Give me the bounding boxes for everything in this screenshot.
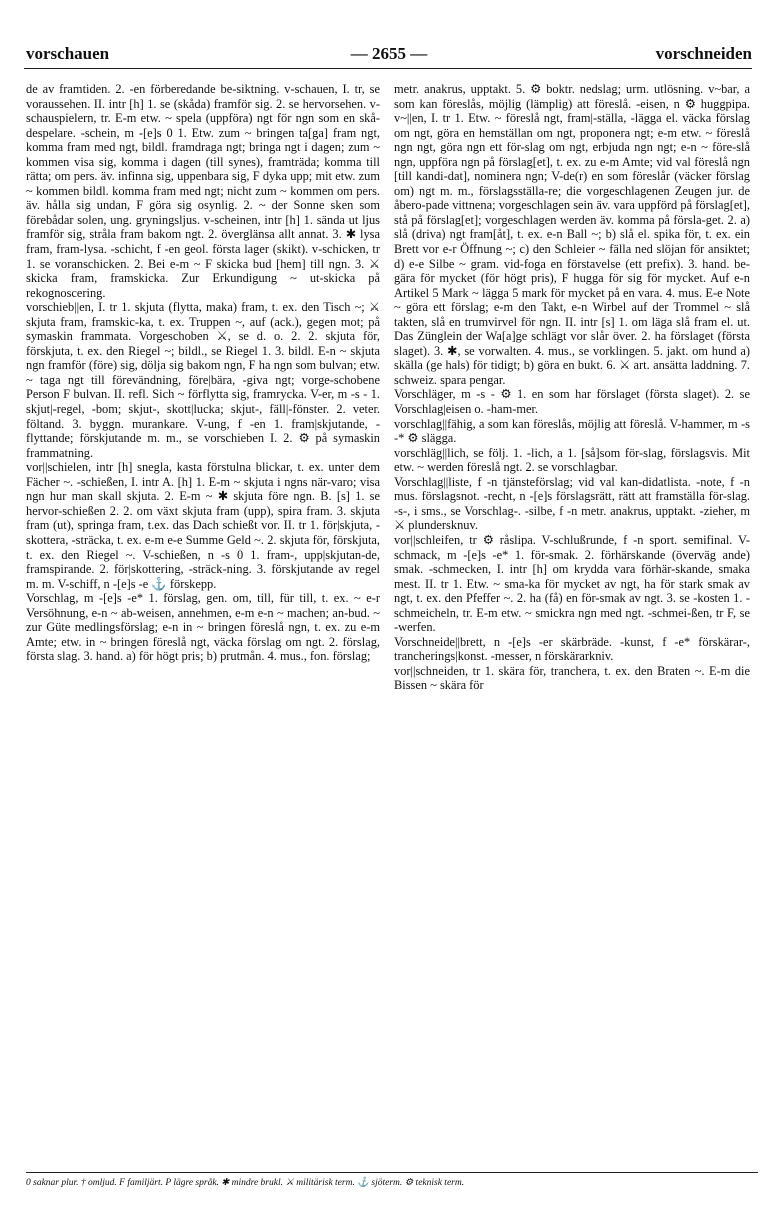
entry-paragraph: Vorschneide||brett, n -[e]s -er skärbräde. -kunst, f -e* förskärar-, trancherings|konst. -messer, n förskärarkniv. (394, 634, 750, 664)
header-page-number: — 2655 — (350, 44, 428, 63)
page-header (26, 44, 752, 70)
entry-paragraph: Vorschlag||liste, f -n tjänsteförslag; vid val kan-didatlista. -note, f -n mus. förslagsnot. -recht, n -[e]s förslagsrätt, rätt att framställa för-slag. -s-, i sms., se Vorschlag-. -silbe, f -n metr. anakrus, upptakt. -zieher, m ⚔ plundersknuv. (394, 474, 750, 533)
right-column (394, 82, 750, 693)
header-right-guideword: vorschneiden (655, 44, 752, 63)
entry-paragraph: vor||schneiden, tr 1. skära för, tranchera, t. ex. den Braten ~. E-m die Bissen ~ skära för (394, 663, 750, 693)
header-rule (24, 68, 752, 69)
entry-paragraph: vorschläg||lich, se följ. 1. -lich, a 1. [så]som för-slag, förslagsvis. Mit etw. ~ werden föreslå ngt. 2. se vorschlagbar. (394, 445, 750, 475)
entry-paragraph: vor||schielen, intr [h] snegla, kasta förstulna blickar, t. ex. unter dem Fächer ~. -schießen, I. intr A. [h] 1. E-m ~ skjuta i ngns när-varo; visa ngn hur man skall skjuta. 2. E-m ~ ✱ skjuta före ngn. B. [s] 1. se hervor-schießen 2. 2. om växt skjuta fram (upp), spira fram. 3. skjuta fram (ut), springa fram, t.ex. das Dach schießt vor. II. tr 1. för|skjuta, -skottera, -sträcka, t. ex. e-m e-e Summe Geld ~. 2. skjuta för, förskjuta, t. ex. den Riegel ~. V-schießen, n -s 0 1. fram-, upp|skjutan-de, framspirande. 2. för|skottering, -sträck-ning. 3. förskjutande av regel m. m. V-schiff, n -[e]s -e ⚓ förskepp. (26, 460, 380, 591)
entry-paragraph: Vorschläger, m -s - ⚙ 1. en som har förslaget (första slaget). 2. se Vorschlag|eisen o. -ham-mer. (394, 387, 750, 417)
header-left-guideword: vorschauen (26, 44, 110, 63)
abbreviation-legend: 0 saknar plur. † omljud. F familjärt. P lägre språk. ✱ mindre brukl. ⚔ militärisk term. ⚓ sjöterm. ⚙ teknisk term. (26, 1172, 758, 1188)
left-column (26, 82, 380, 664)
entry-paragraph: de av framtiden. 2. -en förberedande be-siktning. v-schauen, I. tr, se voraussehen. II. intr [h] 1. se (skåda) framför sig. 2. se hervorsehen. v-schauspielern, tr. E-m etw. ~ spela (uppföra) ngt för ngn som en skå-despelare. -schein, m -[e]s 0 1. Etw. zum ~ bringen ta[ga] fram ngt, komma fram med ngt, bildl. framdraga ngt; bringa ngt i dagen; zum ~ kommen visa sig, komma i dagen (till synes), framträda; komma till rätta; om pers. äv. infinna sig, uppenbara sig, F dyka upp; mit etw. zum ~ kommen bildl. komma fram med ngt; nicht zum ~ kommen om pers. äv. hålla sig undan, F göra sig osynlig. 2. ~ der Sonne sken som förebådar solen, ung. gryningsljus. v-scheinen, intr [h] 1. sända ut ljus framför sig, stråla fram bakom ngt. 2. överglänsa allt annat. 3. ✱ lysa fram, fram-lysa. -schicht, f -en geol. första lager (skikt). v-schicken, tr 1. se voranschicken. 2. Bei e-m ~ F skicka bud [hem] till ngn. 3. ⚔ skicka fram, framskicka. Zur Erkundigung ~ ut-skicka på rekognoscering. (26, 82, 380, 300)
entry-paragraph: metr. anakrus, upptakt. 5. ⚙ boktr. nedslag; urm. utlösning. v~bar, a som kan föreslås, möjlig (lämplig) att föreslå. -eisen, n ⚙ huggpipa. v~||en, I. tr 1. Etw. ~ föreslå ngt, fram|-ställa, -lägga el. väcka förslag om ngt, göra en hemställan om ngt, proponera ngt; e-m etw. ~ föreslå ngn ngt, göra ngn ett för-slag om ngt, erbjuda ngn ngt; e-n ~ före-slå ngn, uppföra ngn på förslag[et], t. ex. zu e-m Amte; vid val föreslå ngn [till kandi-dat], nominera ngn; V-de(r) en som föreslår (väcker förslag om) ngt m. m., förslagsställa-re; die vorgeschlagenen Zeugen jur. de åbero-pade vittnena; vorgeschlagen sein äv. vara uppförd på förslag[et], stå på förslag[et]; vorgeschlagen werden äv. komma på försla-get. 2. a) slå (driva) ngt fram[åt], t. ex. e-n Ball ~; b) slå el. spika för, t. ex. ein Brett vor e-r Öffnung ~; c) den Schleier ~ fälla ned slöjan för ansiktet; d) e-e Silbe ~ gram. vid-foga en förstavelse (ett prefix). 3. hand. be-gära för mycket (för högt pris), F hugga för sig för mycket. Auf e-n Artikel 5 Mark ~ lägga 5 mark för mycket på en vara. 4. mus. E-e Note ~ göra ett förslag; e-m den Takt, e-n Wirbel auf der Trommel ~ slå takten, slå en trumvirvel för ngn. II. intr [s] 1. om läga slå fram el. ut. Das Zünglein der Wa[a]ge schlägt vor slår över. 2. ha förslaget (första slaget). 3. ✱, se vorwalten. 4. mus., se vorklingen. 5. jakt. om hund a) skälla (ge hals) för tidigt; b) göra en bukt. 6. ⚔ art. ansätta laddning. 7. schweiz. spara pengar. (394, 82, 750, 387)
entry-paragraph: vor||schleifen, tr ⚙ råslipa. V-schlußrunde, f -n sport. semifinal. V-schmack, m -[e]s -e* 1. för-smak. 2. förhärskande (överväg ande) smak. -schmecken, I. intr [h] om krydda vara förhär-skande, smaka mest. II. tr 1. Etw. ~ sma-ka för mycket av ngt, ha för stark smak av ngt, t. ex. den Pfeffer ~. 2. ha (få) en för-smak av ngt. 3. se -kosten 1. -schmeicheln, tr. E-m etw. ~ smickra ngn med ngt. -schmei-ßen, tr F, se -werfen. (394, 532, 750, 635)
entry-paragraph: vorschieb||en, I. tr 1. skjuta (flytta, maka) fram, t. ex. den Tisch ~; ⚔ skjuta fram, framskic-ka, t. ex. Truppen ~, auf (ack.), gegen mot; på symaskin frammata. Vorgeschoben ⚔, se d. o. 2. 2. skjuta för, förskjuta, t. ex. den Riegel ~; bildl., se Riegel 1. 3. bildl. E-n ~ skjuta ngn framför (före) sig, dölja sig bakom ngn, F ha ngn som bulvan; etw. ~ taga ngt till förevändning, före|bära, -giva ngt; vorge-schobene Person F bulvan. II. refl. Sich ~ förflytta sig, framrycka. V-er, m -s - 1. skjut|-regel, -bom; skjut-, skott|lucka; skjut-, fäll|-fönster. 2. veter. föltand. 3. byggn. murankare. V-ung, f -en 1. fram|skjutande, -flyttande; förskjutande m. m., se vorschieben I. 2. ⚙ på symaskin frammatning. (26, 300, 380, 460)
entry-paragraph: vorschlag||fähig, a som kan föreslås, möjlig att föreslå. V-hammer, m -s -* ⚙ slägga. (394, 416, 750, 446)
entry-paragraph: Vorschlag, m -[e]s -e* 1. förslag, gen. om, till, für till, t. ex. ~ e-r Versöhnung, e-n ~ ab-weisen, annehmen, e-m e-n ~ machen; an-bud. ~ zur Güte medlingsförslag; e-n in ~ bringen föreslå ngn, t. ex. zu e-m Amte; etw. in ~ bringen föreslå ngt, väcka förslag om ngt. 2. förslag, första slag. 3. hand. a) för högt pris; b) prutmån. 4. mus., fon. förslag; (26, 591, 380, 664)
